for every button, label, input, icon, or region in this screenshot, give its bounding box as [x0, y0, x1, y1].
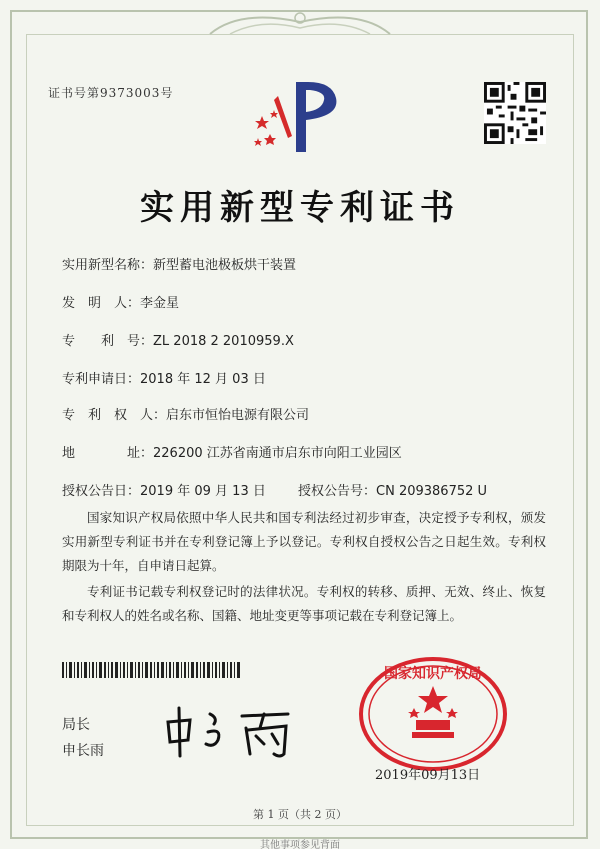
body-paragraph-2: 专利证书记载专利权登记时的法律状况。专利权的转移、质押、无效、终止、恢复和专利权人的姓名或名称、国籍、地址变更等事项记载在专利登记簿上。 — [62, 584, 546, 623]
patentee-label: 专 利 权 人： — [62, 408, 167, 423]
qr-code-icon — [484, 82, 546, 144]
grant-number-value: CN 209386752 U — [376, 484, 488, 499]
body-paragraph-1: 国家知识产权局依照中华人民共和国专利法经过初步审查，决定授予专利权，颁发实用新型专利证书并在专利登记簿上予以登记。专利权自授权公告之日起生效。专利权期限为十年，自申请日起算。 — [62, 510, 546, 573]
barcode-icon — [62, 662, 242, 678]
grant-date-row — [62, 480, 266, 499]
inventor-row — [62, 292, 179, 311]
page-number: 第 1 页（共 2 页） — [253, 808, 347, 821]
grant-date-value: 2019 年 09 月 13 日 — [140, 484, 266, 499]
certificate-number: 证书号第9373003号 — [48, 86, 174, 100]
director-name: 申长雨 — [62, 743, 104, 759]
filing-date-row — [62, 368, 266, 387]
inventor-label: 发 明 人： — [62, 296, 141, 311]
filing-date-label: 专利申请日： — [62, 372, 141, 387]
patentee-value: 启东市恒怡电源有限公司 — [166, 408, 310, 423]
filing-date-value: 2018 年 12 月 03 日 — [140, 372, 266, 387]
footer-note: 其他事项参见背面 — [260, 840, 340, 849]
utility-name-label: 实用新型名称： — [62, 258, 154, 273]
cnipa-logo-icon — [248, 76, 348, 158]
patent-number-row — [62, 330, 294, 349]
address-label: 地 址： — [62, 446, 154, 461]
official-seal-icon — [358, 656, 508, 772]
seal-date: 2019年09月13日 — [375, 768, 481, 783]
director-title: 局长 — [62, 717, 90, 733]
patent-number-value: ZL 2018 2 2010959.X — [153, 334, 294, 349]
top-ornament-icon — [200, 4, 400, 42]
utility-name-value: 新型蓄电池极板烘干装置 — [153, 258, 297, 273]
address-value: 226200 江苏省南通市启东市向阳工业园区 — [153, 446, 402, 461]
grant-date-label: 授权公告日： — [62, 484, 141, 499]
grant-number-label: 授权公告号： — [298, 484, 377, 499]
patent-number-label: 专 利 号： — [62, 334, 154, 349]
grant-number-row — [298, 480, 487, 499]
patentee-row — [62, 404, 309, 423]
handwritten-signature-icon — [160, 700, 310, 760]
utility-name-row — [62, 254, 296, 273]
inventor-value: 李金星 — [140, 296, 180, 311]
seal-text: 国家知识产权局 — [384, 666, 482, 682]
address-row — [62, 442, 402, 461]
certificate-title: 实用新型专利证书 — [140, 188, 460, 228]
